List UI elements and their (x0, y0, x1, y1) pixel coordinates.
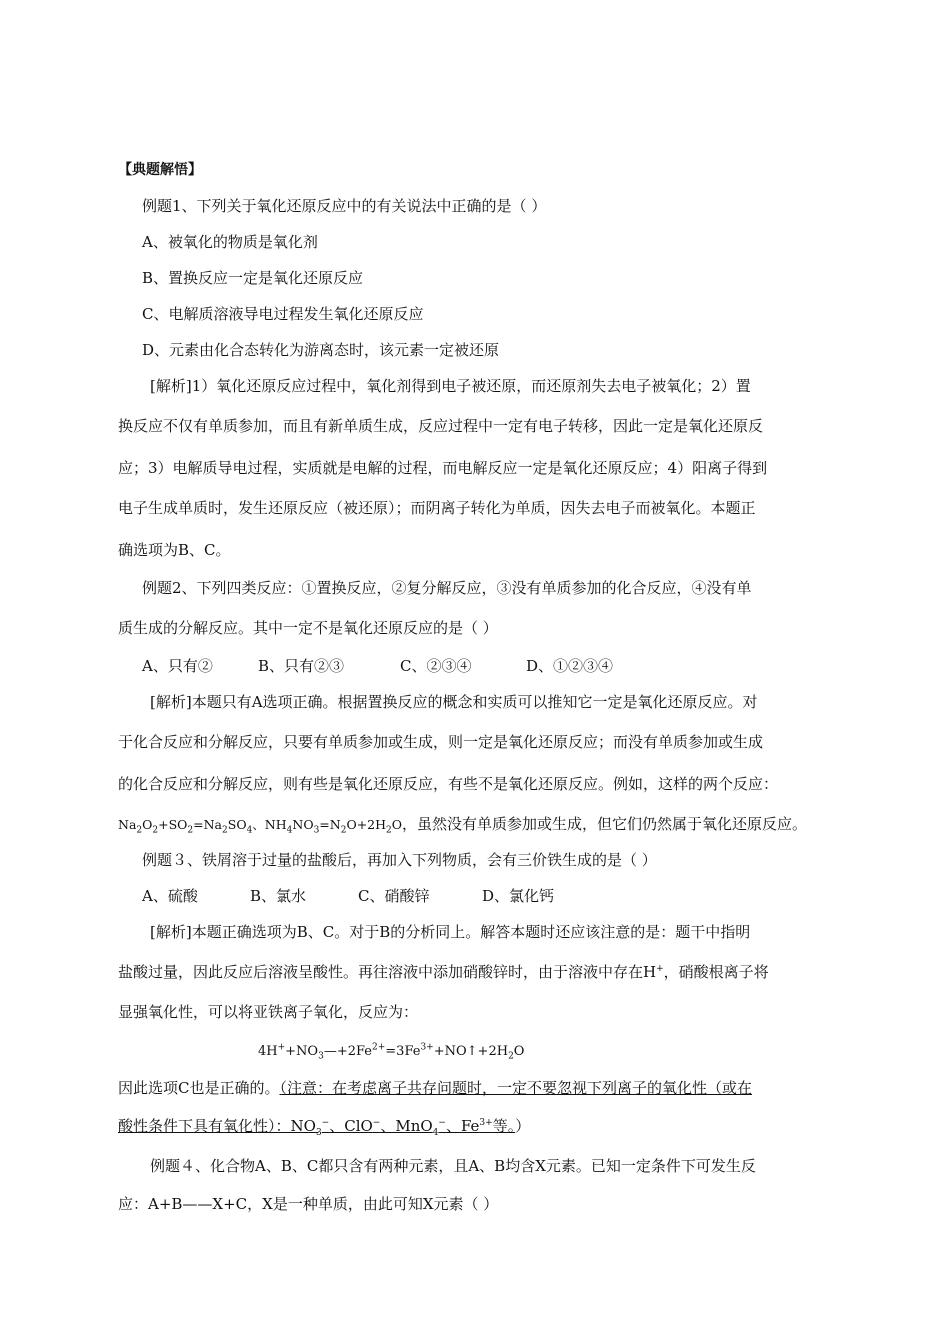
ex3-option-b: B、氯水 (250, 887, 307, 905)
ex3-note: （注意：在考虑离子共存问题时，一定不要忽视下列离子的氧化性（或在 (279, 1079, 752, 1097)
ex1-analysis-line: 电子生成单质时，发生还原反应（被还原）；而阴离子转化为单质，因失去电子而被氧化。本题正 (118, 499, 756, 517)
ex2-question-line: 质生成的分解反应。其中一定不是氧化还原反应的是（ ） (118, 619, 498, 637)
ex3-analysis-line: [解析]本题正确选项为B、C。对于B的分析同上。解答本题时还应该注意的是：题干中指明 (150, 923, 751, 941)
ex1-analysis-line: [解析]1）氧化还原反应过程中，氧化剂得到电子被还原，而还原剂失去电子被氧化；2）置 (150, 377, 751, 395)
ionic-equation: $4H^++NO_3—+2Fe^{2+}=3Fe^{3+}+NO↑+2H_2O$ (258, 1042, 525, 1062)
ex1-option-b: B、置换反应一定是氧化还原反应 (142, 269, 364, 287)
ex2-option-c: C、②③④ (400, 657, 472, 675)
ex2-option-d: D、①②③④ (526, 657, 614, 675)
section-title: 【典题解悟】 (118, 162, 202, 178)
ex3-question: 例题３、铁屑溶于过量的盐酸后，再加入下列物质，会有三价铁生成的是（ ） (142, 851, 657, 869)
ex4-question-line: 例题４、化合物A、B、C都只含有两种元素，且A、B均含X元素。已知一定条件下可发生反 (150, 1157, 756, 1175)
ex3-note-line: 酸性条件下具有氧化性）：$NO_3^-$、ClO−、MnO$_4$−、$Fe^{3+}$等。） (118, 1117, 531, 1138)
ex4-question-line: 应：A+B——X+C，X是一种单质，由此可知X元素（ ） (118, 1195, 499, 1213)
ex1-option-d: D、元素由化合态转化为游离态时，该元素一定被还原 (142, 341, 500, 359)
ex3-option-d: D、氯化钙 (482, 887, 555, 905)
ex1-analysis-line: 确选项为B、C。 (118, 541, 231, 559)
ex3-option-c: C、硝酸锌 (358, 887, 430, 905)
ex2-option-a: A、只有② (142, 657, 213, 675)
ex3-options (142, 886, 554, 906)
ex3-analysis-line: 显强氧化性，可以将亚铁离子氧化，反应为： (118, 1003, 419, 1021)
ex1-question: 例题1、下列关于氧化还原反应中的有关说法中正确的是（ ） (142, 197, 547, 215)
ex1-analysis-line: 应；3）电解质导电过程，实质就是电解的过程，而电解反应一定是氧化还原反应；4）阳离子得到 (118, 459, 768, 477)
reaction-equations: $Na_2O_2+SO_2=Na_2SO_4$、$NH_4NO_3=N_2O+2H_2O$ (118, 817, 403, 836)
ex3-analysis-line: 盐酸过量，因此反应后溶液呈酸性。再往溶液中添加硝酸锌时，由于溶液中存在H+，硝酸根离子将 (118, 963, 769, 981)
ex3-conclusion: 因此选项C也是正确的。（注意：在考虑离子共存问题时，一定不要忽视下列离子的氧化性（或在 (118, 1079, 752, 1097)
ex2-option-b: B、只有②③ (258, 657, 345, 675)
ex2-analysis-line: 于化合反应和分解反应，只要有单质参加或生成，则一定是氧化还原反应；而没有单质参加或生成 (118, 733, 764, 751)
ex1-option-a: A、被氧化的物质是氧化剂 (142, 233, 318, 251)
ex2-analysis-line: 的化合反应和分解反应，则有些是氧化还原反应，有些不是氧化还原反应。例如，这样的两个反应： (118, 775, 779, 793)
ex2-options (142, 656, 613, 676)
ex1-option-c: C、电解质溶液导电过程发生氧化还原反应 (142, 305, 424, 323)
ex2-analysis-line: [解析]本题只有A选项正确。根据置换反应的概念和实质可以推知它一定是氧化还原反应。对 (150, 693, 758, 711)
ex2-analysis-equations: $Na_2O_2+SO_2=Na_2SO_4$、$NH_4NO_3=N_2O+2H_2O$，虽然没有单质参加或生成，但它们仍然属于氧化还原反应。 (118, 815, 808, 836)
ex1-analysis-line: 换反应不仅有单质参加，而且有新单质生成，反应过程中一定有电子转移，因此一定是氧化还原反 (118, 417, 764, 435)
ex2-question-line: 例题2、下列四类反应：①置换反应，②复分解反应，③没有单质参加的化合反应，④没有单 (142, 579, 752, 597)
ex3-option-a: A、硫酸 (142, 887, 198, 905)
